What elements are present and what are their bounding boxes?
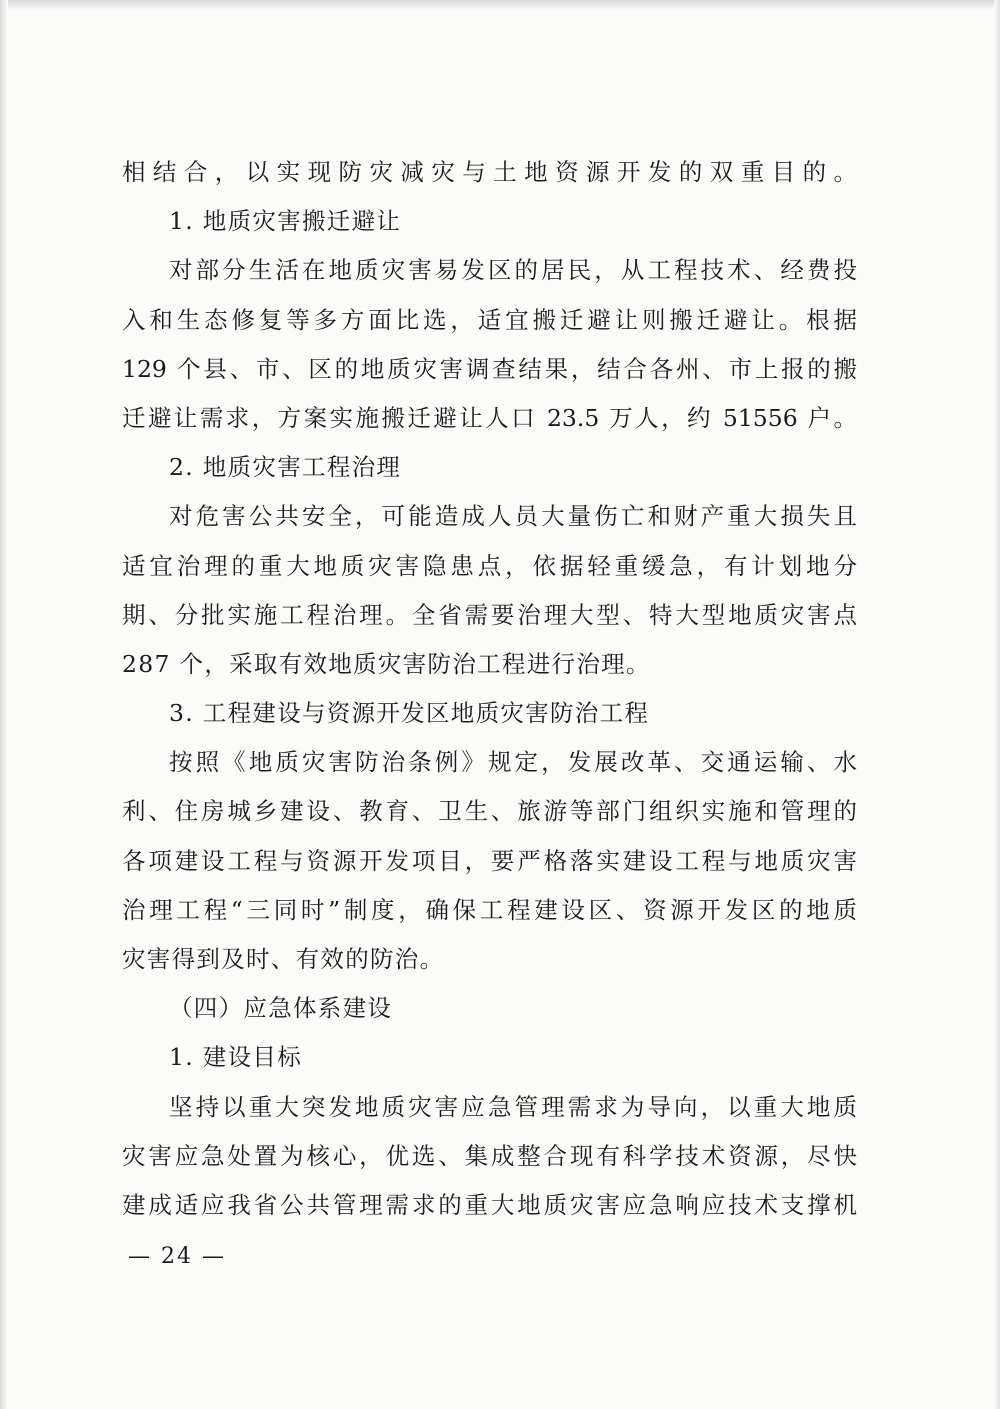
section-heading-engineering: 2. 地质灾害工程治理 <box>169 453 402 482</box>
paragraph-line: 迁避让需求，方案实施搬迁避让人口 23.5 万人，约 51556 户。 <box>122 403 857 432</box>
page-number: — 24 — <box>128 1244 226 1269</box>
paragraph-line: 灾害得到及时、有效的防治。 <box>122 945 445 973</box>
section-heading-emergency-system: （四）应急体系建设 <box>169 994 393 1023</box>
paragraph-line: 利、住房城乡建设、教育、卫生、旅游等部门组织实施和管理的 <box>122 797 857 826</box>
paragraph-line: 入和生态修复等多方面比选，适宜搬迁避让则搬迁避让。根据 <box>122 305 857 334</box>
scan-left-edge <box>0 0 8 1409</box>
paragraph-line: 287 个，采取有效地质灾害防治工程进行治理。 <box>122 649 651 678</box>
scan-right-edge <box>994 0 1000 1409</box>
paragraph-line: 坚持以重大突发地质灾害应急管理需求为导向，以重大地质 <box>169 1092 857 1121</box>
section-heading-relocation: 1. 地质灾害搬迁避让 <box>169 207 402 236</box>
paragraph-line: 治理工程“三同时”制度，确保工程建设区、资源开发区的地质 <box>122 895 857 924</box>
paragraph-line: 建成适应我省公共管理需求的重大地质灾害应急响应技术支撑机 <box>122 1190 857 1219</box>
paragraph-line: 各项建设工程与资源开发项目，要严格落实建设工程与地质灾害 <box>122 846 857 875</box>
paragraph-line: 适宜治理的重大地质灾害隐患点，依据轻重缓急，有计划地分 <box>122 551 857 580</box>
paragraph-line: 129 个县、市、区的地质灾害调查结果，结合各州、市上报的搬 <box>122 354 857 383</box>
paragraph-line: 灾害应急处置为核心，优选、集成整合现有科学技术资源，尽快 <box>122 1141 857 1170</box>
paragraph-line: 按照《地质灾害防治条例》规定，发展改革、交通运输、水 <box>169 748 857 777</box>
paragraph-continuation-line: 相结合，以实现防灾减灾与土地资源开发的双重目的。 <box>122 158 857 186</box>
section-heading-goals: 1. 建设目标 <box>169 1043 302 1072</box>
paragraph-line: 对部分生活在地质灾害易发区的居民，从工程技术、经费投 <box>169 256 857 285</box>
paragraph-line: 期、分批实施工程治理。全省需要治理大型、特大型地质灾害点 <box>122 600 857 629</box>
section-heading-construction-areas: 3. 工程建设与资源开发区地质灾害防治工程 <box>169 699 650 728</box>
paragraph-line: 对危害公共安全，可能造成人员大量伤亡和财产重大损失且 <box>169 502 857 531</box>
scan-top-edge <box>0 0 1000 10</box>
document-body <box>122 148 857 1230</box>
